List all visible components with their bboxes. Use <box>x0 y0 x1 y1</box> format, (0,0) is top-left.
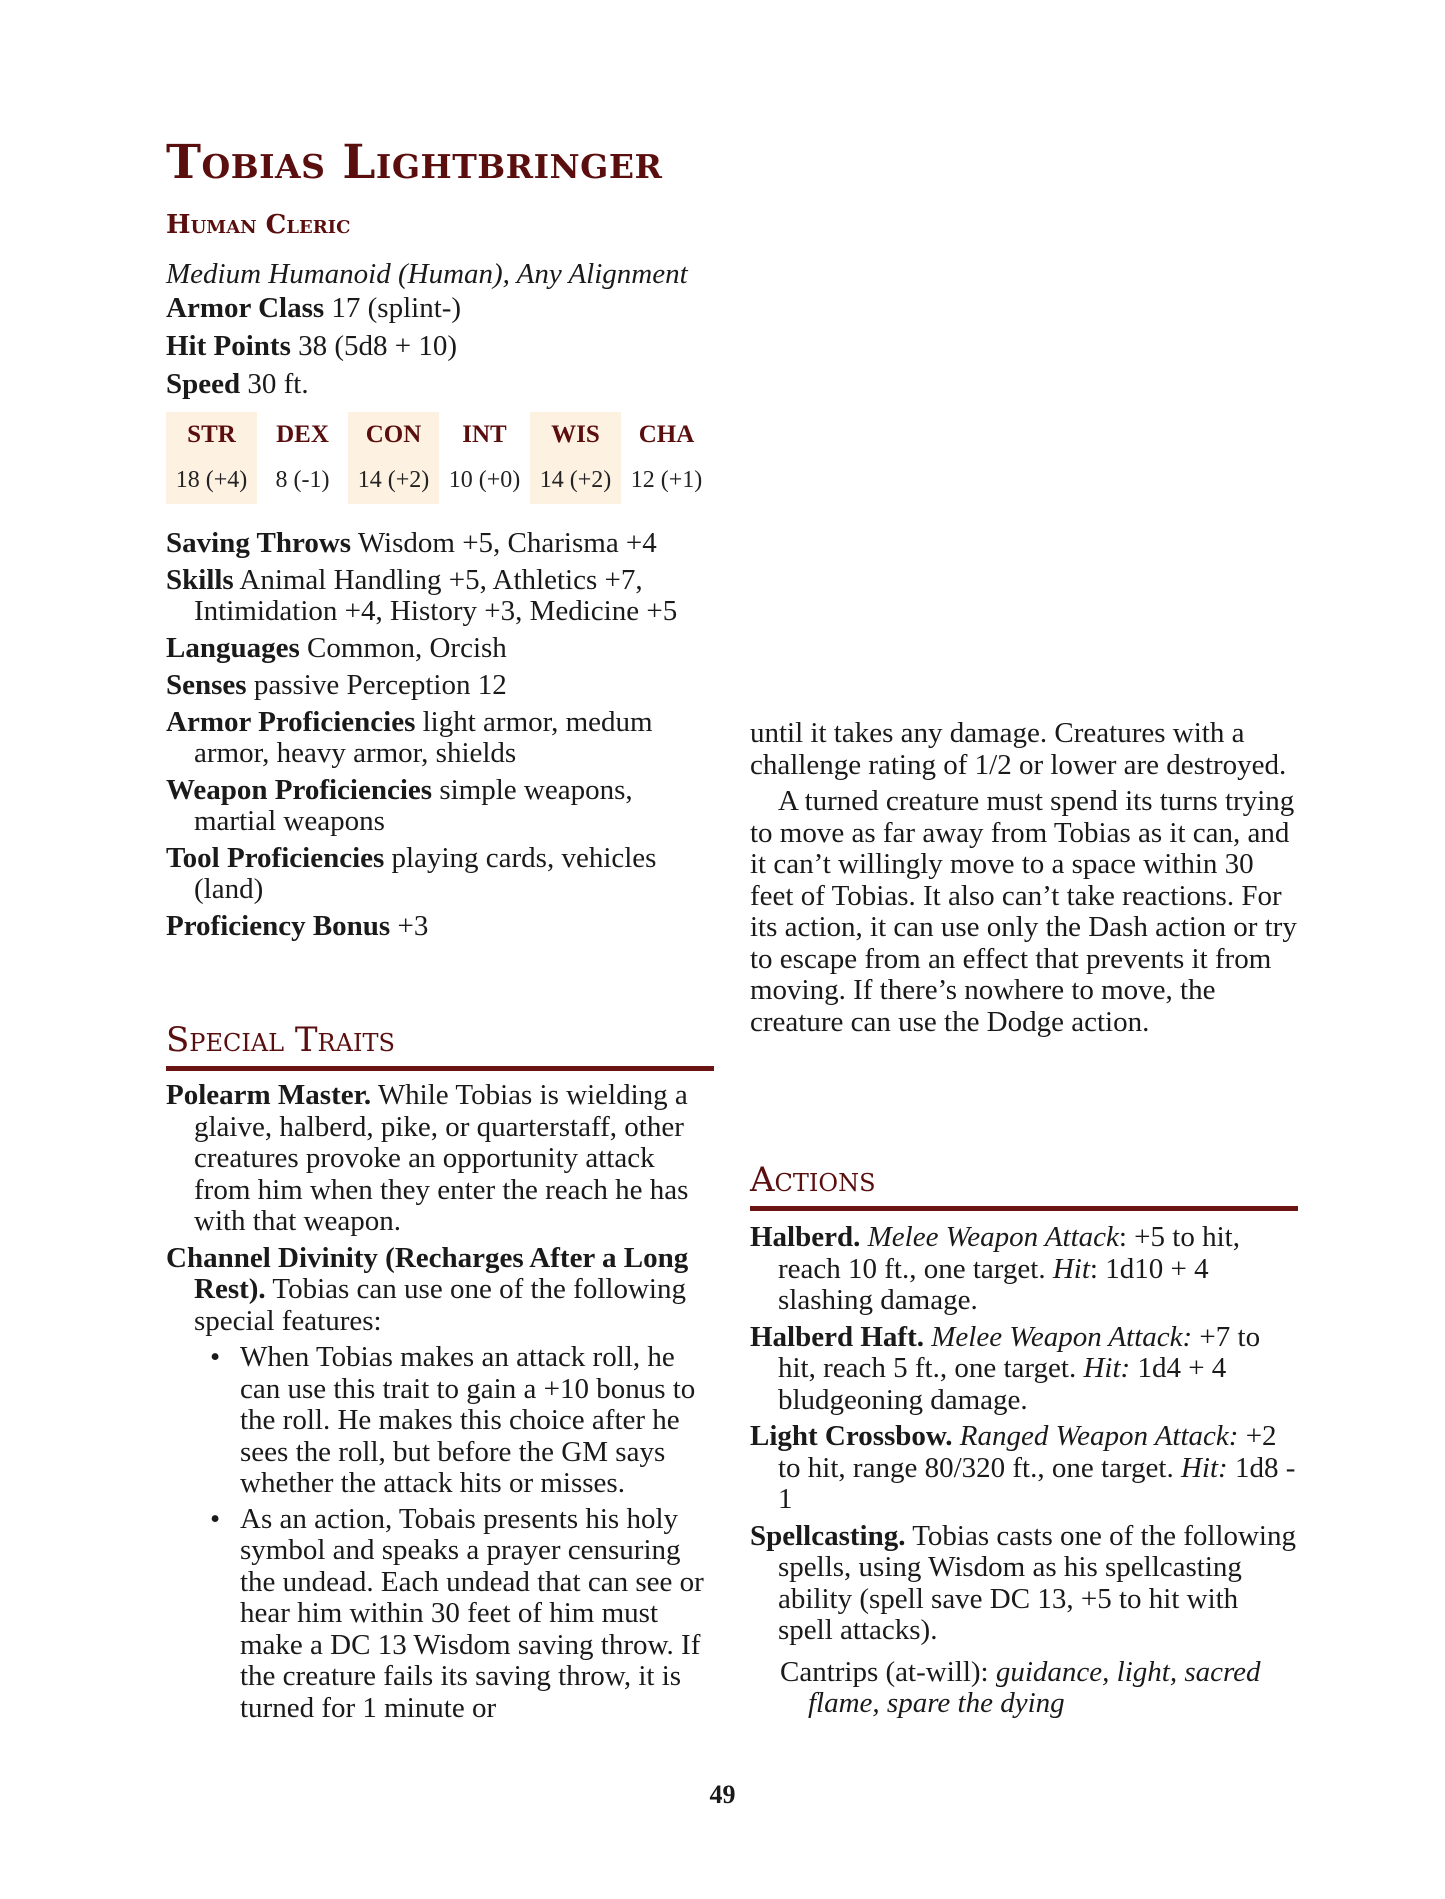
prop-label: Weapon Proficiencies <box>166 774 433 806</box>
ability-scores-table <box>166 412 712 504</box>
armor-class <box>166 292 461 325</box>
armor-proficiencies <box>166 707 714 769</box>
prop-value: +3 <box>397 910 429 942</box>
channel-divinity-options <box>166 1342 714 1724</box>
continued-text <box>750 718 1298 1043</box>
hit-points-label: Hit Points <box>166 330 291 362</box>
hit-damage: : 1d10 + 4 slashing damage. <box>778 1252 1209 1316</box>
ability-score: 10 (+0) <box>448 467 521 493</box>
ability-abbr: CHA <box>638 421 695 448</box>
page-number: 49 <box>709 1780 736 1809</box>
prop-label: Senses <box>166 669 247 701</box>
list-item <box>200 1342 714 1500</box>
tool-proficiencies <box>166 843 714 905</box>
attack-to-hit: +2 to hit, range 80/320 ft., one target. <box>778 1420 1277 1484</box>
bullet-icon: • <box>210 1502 221 1535</box>
creature-type: Medium Humanoid (Human), Any Alignment <box>166 258 688 290</box>
trait-name: Polearm Master. <box>166 1079 372 1111</box>
creature-subtitle: Human Cleric <box>166 210 351 240</box>
proficiency-bonus <box>166 911 714 942</box>
hit-damage: 1d4 + 4 bludgeoning damage. <box>778 1352 1227 1416</box>
armor-class-value: 17 (splint-) <box>331 292 462 324</box>
ability-str <box>166 412 257 504</box>
ability-abbr: CON <box>365 421 422 448</box>
weapon-proficiencies <box>166 775 714 837</box>
prop-value: light armor, medum armor, heavy armor, shields <box>194 706 653 769</box>
attack-to-hit: : +5 to hit, reach 10 ft., one target. <box>778 1221 1240 1285</box>
creature-name: Tobias Lightbringer <box>166 135 663 190</box>
saving-throws <box>166 528 714 559</box>
ability-abbr: DEX <box>276 421 329 448</box>
hit-label: Hit: <box>1083 1352 1131 1384</box>
ability-cha <box>621 412 712 504</box>
bullet-text: As an action, Tobais presents his holy symbol and speaks a prayer censuring the undead. Each undead that can see or hear him within 30 feet of him must make a DC 13 Wisdom saving throw. If the creature fails its saving throw, it is turned for 1 minute or <box>240 1502 704 1724</box>
prop-label: Armor Proficiencies <box>166 706 416 738</box>
prop-label: Saving Throws <box>166 527 352 559</box>
prop-value: Animal Handling +5, Athletics +7, Intimidation +4, History +3, Medicine +5 <box>194 564 678 627</box>
ability-con <box>348 412 439 504</box>
languages <box>166 633 714 664</box>
action-name: Halberd Haft. <box>750 1320 924 1353</box>
hit-label: Hit: <box>1180 1451 1228 1484</box>
continued-paragraph: until it takes any damage. Creatures with a challenge rating of 1/2 or lower are destroyed. <box>750 717 1287 781</box>
creature-properties <box>166 528 714 948</box>
attack-type: Melee Weapon Attack <box>867 1221 1119 1253</box>
trait-channel-divinity <box>166 1243 714 1338</box>
cantrips-label: Cantrips (at-will): <box>780 1655 989 1688</box>
prop-label: Skills <box>166 564 234 596</box>
action-halberd-haft <box>750 1322 1298 1417</box>
list-item <box>200 1504 714 1725</box>
prop-label: Tool Proficiencies <box>166 842 385 874</box>
attack-type: Ranged Weapon Attack: <box>959 1420 1239 1452</box>
speed <box>166 368 309 401</box>
ability-wis <box>530 412 621 504</box>
hit-label: Hit <box>1052 1252 1090 1285</box>
actions-body <box>750 1222 1298 1720</box>
ability-score: 14 (+2) <box>357 467 430 493</box>
action-name: Halberd. <box>750 1221 861 1253</box>
action-halberd <box>750 1222 1298 1317</box>
attack-type: Melee Weapon Attack: <box>931 1320 1193 1353</box>
senses <box>166 670 714 701</box>
cantrips-list: guidance, light, sacred flame, spare the dying <box>808 1655 1261 1719</box>
prop-label: Languages <box>166 632 300 664</box>
prop-label: Proficiency Bonus <box>166 910 391 942</box>
action-name: Light Crossbow. <box>750 1420 953 1452</box>
ability-score: 12 (+1) <box>630 467 703 493</box>
prop-value: Common, Orcish <box>307 632 507 664</box>
ability-abbr: STR <box>187 421 236 448</box>
actions-header: Actions <box>750 1160 1298 1211</box>
special-traits-header: Special Traits <box>166 1020 714 1071</box>
prop-value: Wisdom +5, Charisma +4 <box>357 527 657 559</box>
ability-abbr: INT <box>462 421 507 448</box>
ability-score: 18 (+4) <box>175 467 248 493</box>
trait-text: Tobias can use one of the following special features: <box>194 1273 686 1337</box>
trait-polearm-master <box>166 1080 714 1238</box>
ability-int <box>439 412 530 504</box>
action-light-crossbow <box>750 1421 1298 1516</box>
speed-label: Speed <box>166 368 241 400</box>
hit-points <box>166 330 457 363</box>
ability-dex <box>257 412 348 504</box>
hit-damage: 1d8 - 1 <box>778 1451 1296 1515</box>
cantrips-line <box>750 1657 1298 1720</box>
speed-value: 30 ft. <box>247 368 309 400</box>
skills <box>166 565 714 627</box>
ability-score: 8 (-1) <box>275 467 330 493</box>
trait-text: While Tobias is wielding a glaive, halberd, pike, or quarterstaff, other creatures provoke an opportunity attack from him when they enter the reach he has with that weapon. <box>194 1079 689 1237</box>
hit-points-value: 38 (5d8 + 10) <box>298 330 458 362</box>
prop-value: simple weapons, martial weapons <box>194 774 633 837</box>
ability-score: 14 (+2) <box>539 467 612 493</box>
turned-creature-paragraph: A turned creature must spend its turns trying to move as far away from Tobias as it can, and it can’t willingly move to a space within 30 feet of Tobias. It also can’t take reactions. For its action, it can use only the Dash action or try to escape from an effect that prevents it from moving. If there’s nowhere to move, the creature can use the Dodge action. <box>750 785 1297 1038</box>
special-traits-body <box>166 1080 714 1728</box>
attack-to-hit: +7 to hit, reach 5 ft., one target. <box>778 1320 1261 1384</box>
prop-value: playing cards, vehicles (land) <box>194 842 657 905</box>
spellcasting-text: Tobias casts one of the following spells, using Wisdom as his spellcasting ability (spell save DC 13, +5 to hit with spell attacks). <box>778 1519 1296 1646</box>
prop-value: passive Perception 12 <box>253 669 507 701</box>
bullet-text: When Tobias makes an attack roll, he can use this trait to gain a +10 bonus to the roll. He makes this choice after he sees the roll, but before the GM says whether the attack hits or misses. <box>240 1341 696 1499</box>
action-name: Spellcasting. <box>750 1519 906 1552</box>
action-spellcasting <box>750 1521 1298 1647</box>
ability-abbr: WIS <box>551 421 600 448</box>
armor-class-label: Armor Class <box>166 292 325 324</box>
bullet-icon: • <box>210 1341 221 1373</box>
trait-name: Channel Divinity (Recharges After a Long Rest). <box>166 1241 689 1305</box>
